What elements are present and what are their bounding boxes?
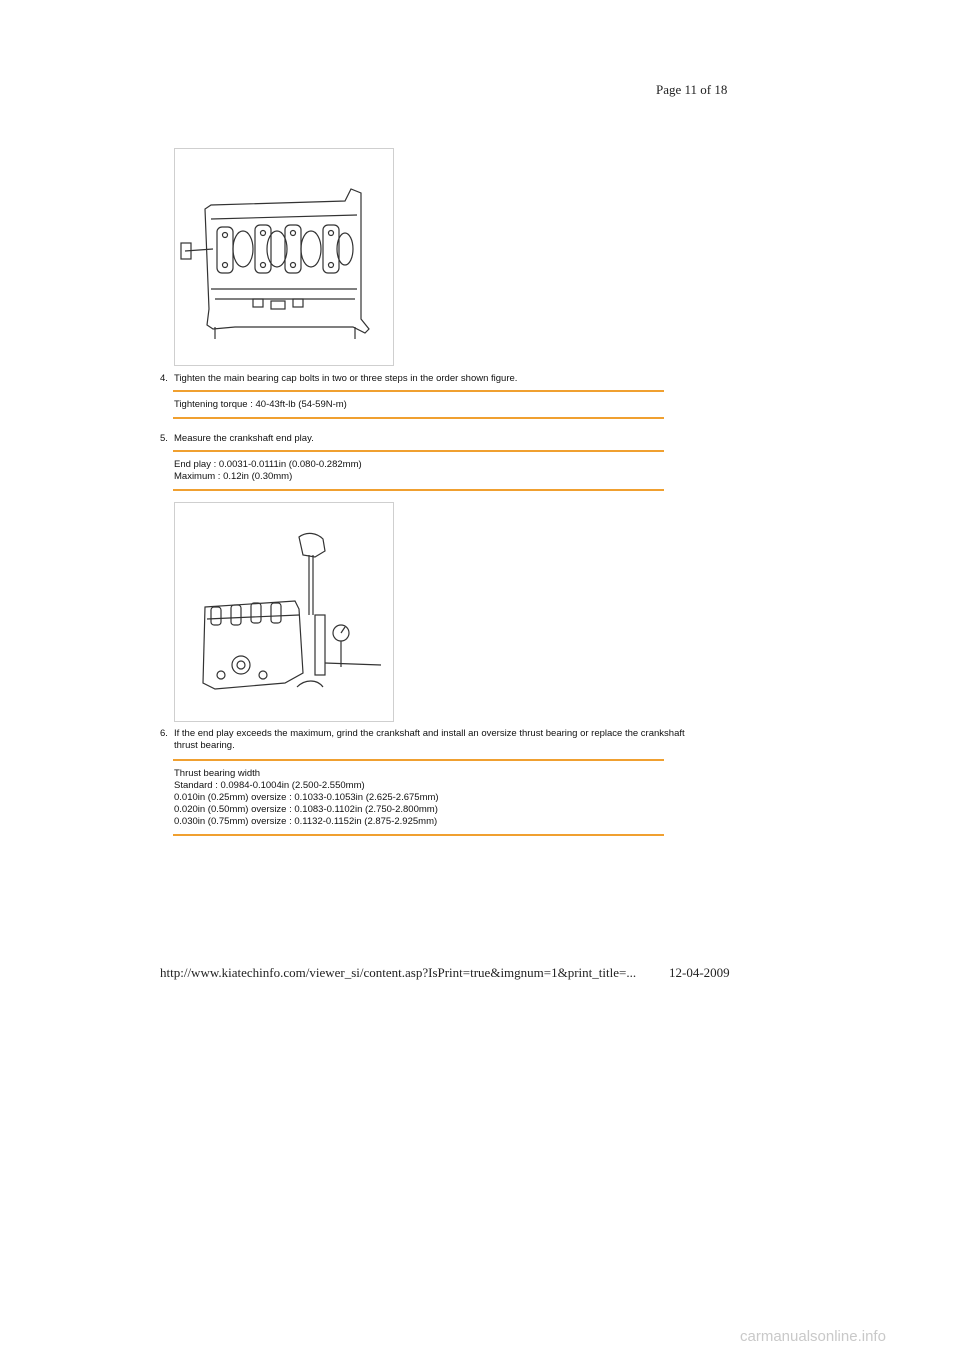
dial-gauge-illustration — [175, 503, 393, 721]
step-number: 5. — [160, 433, 168, 444]
spec-line: 0.020in (0.50mm) oversize : 0.1083-0.1102in (2.750-2.800mm) — [174, 804, 438, 815]
spec-box-torque — [173, 390, 664, 419]
page-number: Page 11 of 18 — [656, 82, 728, 97]
footer-date: 12-04-2009 — [669, 965, 730, 980]
spec-line: 0.010in (0.25mm) oversize : 0.1033-0.1053in (2.625-2.675mm) — [174, 792, 439, 803]
end-play-measurement-figure — [174, 502, 394, 722]
step-text: Measure the crankshaft end play. — [174, 433, 314, 444]
step-5 — [160, 433, 704, 445]
spec-line: Maximum : 0.12in (0.30mm) — [174, 471, 293, 482]
spec-box-end-play — [173, 450, 664, 491]
watermark: carmanualsonline.info — [740, 1328, 886, 1345]
spec-line: 0.030in (0.75mm) oversize : 0.1132-0.1152in (2.875-2.925mm) — [174, 816, 438, 827]
footer-url: http://www.kiatechinfo.com/viewer_si/content.asp?IsPrint=true&imgnum=1&print_title=... — [160, 965, 637, 980]
spec-line: Tightening torque : 40-43ft-lb (54-59N-m) — [174, 399, 347, 410]
engine-block-figure — [174, 148, 394, 366]
spec-line: Thrust bearing width — [174, 768, 261, 779]
step-number: 6. — [160, 728, 168, 739]
spec-line: Standard : 0.0984-0.1004in (2.500-2.550mm) — [174, 780, 365, 791]
step-4 — [160, 373, 704, 385]
spec-line: End play : 0.0031-0.0111in (0.080-0.282mm) — [174, 459, 362, 470]
step-6 — [160, 728, 704, 752]
engine-block-illustration — [175, 149, 393, 365]
step-number: 4. — [160, 373, 168, 384]
step-text: If the end play exceeds the maximum, grind the crankshaft and install an oversize thrust bearing or replace the crankshaft thrust bearing. — [174, 728, 685, 751]
spec-box-thrust-bearing — [173, 759, 664, 836]
step-text: Tighten the main bearing cap bolts in two or three steps in the order shown figure. — [174, 373, 518, 384]
